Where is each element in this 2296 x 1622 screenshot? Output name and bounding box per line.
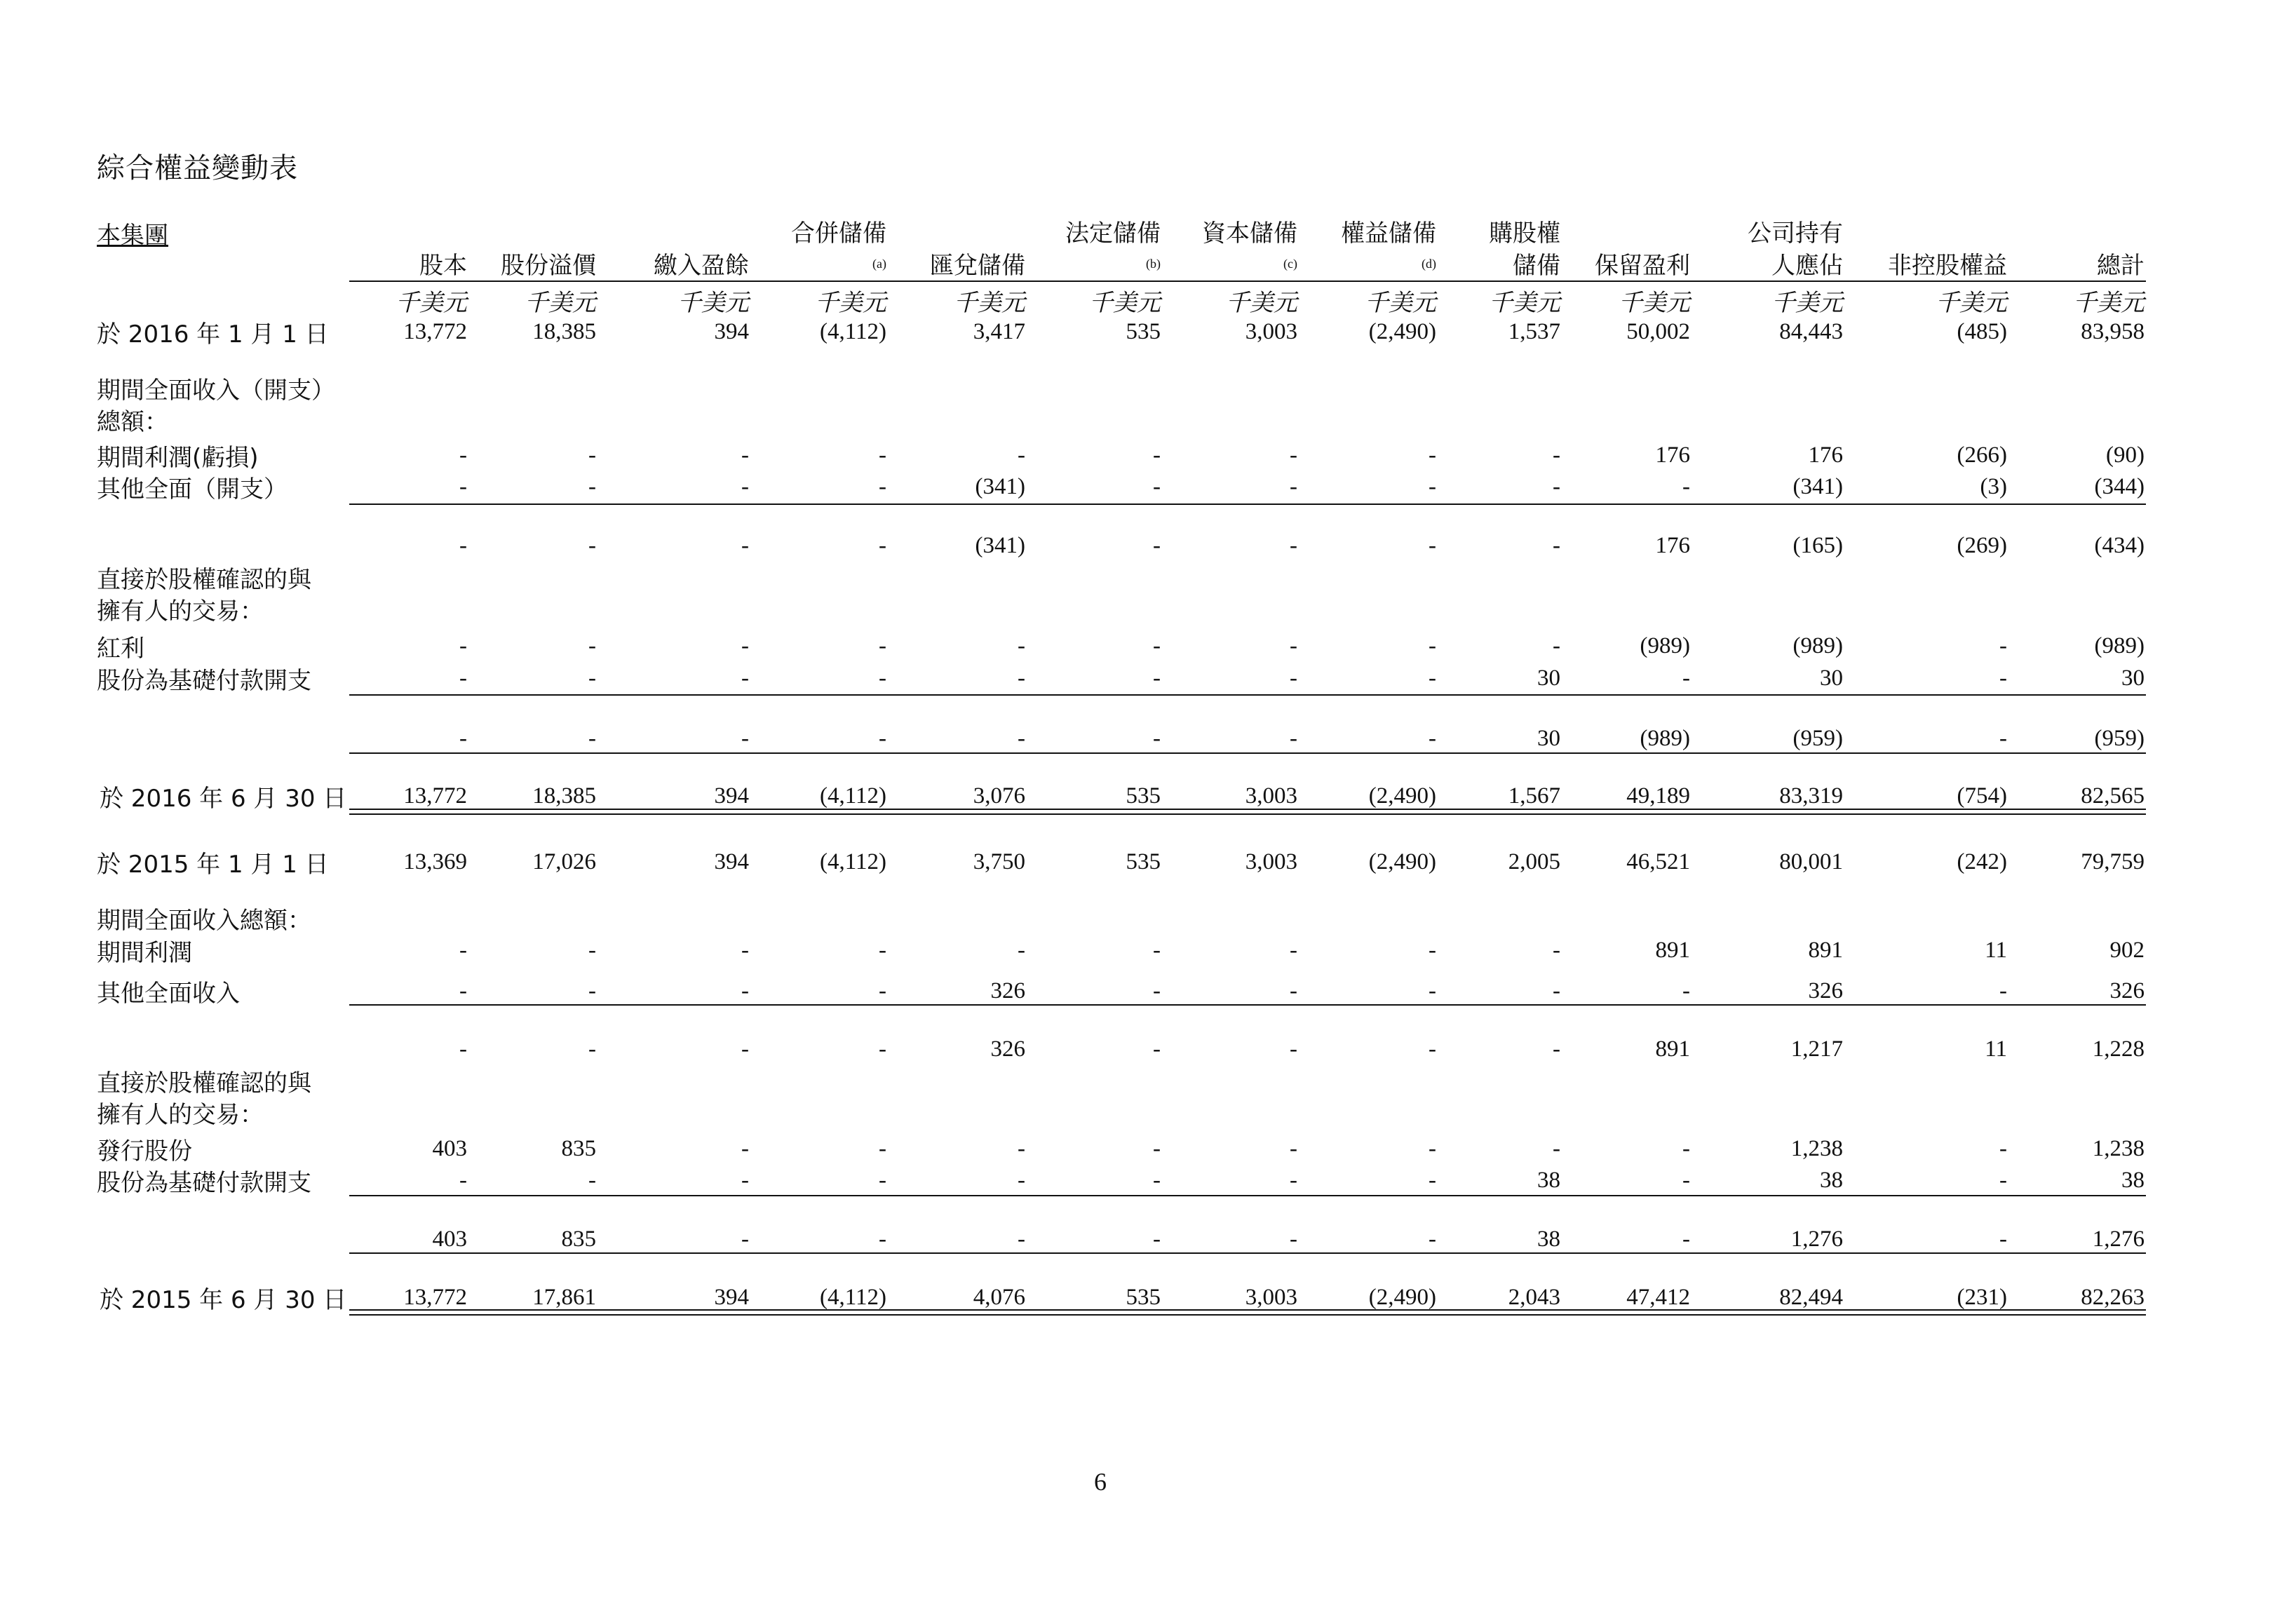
column-header: 非控股權益 — [1888, 252, 2007, 280]
table-cell: - — [1682, 1136, 1690, 1161]
table-cell: - — [1290, 726, 1297, 751]
table-cell: 902 — [2109, 938, 2145, 963]
table-cell: - — [588, 665, 596, 691]
table-cell: - — [741, 442, 749, 468]
table-cell: - — [741, 726, 749, 751]
table-cell: - — [1290, 533, 1297, 558]
table-cell: 3,003 — [1245, 319, 1297, 344]
table-cell: - — [1153, 533, 1161, 558]
table-cell: - — [1999, 633, 2007, 658]
table-cell: - — [1290, 633, 1297, 658]
table-rule — [349, 1309, 2146, 1311]
table-cell: - — [1018, 726, 1025, 751]
table-cell: - — [741, 1168, 749, 1193]
table-cell: 891 — [1808, 938, 1843, 963]
table-cell: - — [741, 474, 749, 499]
table-rule — [349, 752, 2146, 754]
table-rule — [349, 1004, 2146, 1006]
row-label: 於 2016 年 6 月 30 日 — [100, 785, 347, 813]
table-cell: 835 — [561, 1226, 596, 1252]
table-cell: - — [1018, 1168, 1025, 1193]
table-cell: - — [879, 533, 886, 558]
row-label: 股份為基礎付款開支 — [97, 1169, 311, 1197]
table-cell: (341) — [975, 474, 1025, 499]
table-cell: - — [879, 1168, 886, 1193]
table-cell: (4,112) — [819, 1285, 886, 1310]
table-cell: - — [1999, 726, 2007, 751]
table-cell: 3,750 — [973, 849, 1025, 874]
table-cell: - — [1553, 1036, 1560, 1062]
column-unit: 千美元 — [954, 290, 1025, 316]
table-cell: - — [1153, 1226, 1161, 1252]
column-note: (d) — [1422, 257, 1436, 271]
row-label: 期間全面收入（開支） — [97, 377, 335, 405]
table-cell: 80,001 — [1779, 849, 1843, 874]
table-cell: - — [879, 474, 886, 499]
table-cell: - — [459, 938, 467, 963]
table-cell: 83,958 — [2081, 319, 2145, 344]
table-cell: 326 — [1808, 978, 1843, 1003]
row-label: 其他全面收入 — [97, 980, 240, 1008]
column-note: (a) — [872, 257, 886, 271]
table-cell: - — [1290, 474, 1297, 499]
table-cell: - — [1553, 1136, 1560, 1161]
table-cell: - — [1153, 665, 1161, 691]
column-unit: 千美元 — [2073, 290, 2145, 316]
table-cell: 1,276 — [1790, 1226, 1843, 1252]
table-cell: 326 — [990, 978, 1025, 1003]
column-unit: 千美元 — [1771, 290, 1843, 316]
table-cell: - — [1429, 1226, 1436, 1252]
table-cell: (269) — [1957, 533, 2007, 558]
table-cell: 2,043 — [1508, 1285, 1560, 1310]
row-label: 期間全面收入總額： — [97, 907, 311, 935]
table-cell: (266) — [1957, 442, 2007, 468]
table-cell: 535 — [1126, 849, 1161, 874]
table-cell: 1,276 — [2092, 1226, 2145, 1252]
table-cell: 535 — [1126, 783, 1161, 809]
table-cell: - — [1429, 633, 1436, 658]
table-cell: 11 — [1985, 1036, 2007, 1062]
table-cell: - — [1682, 1226, 1690, 1252]
column-unit: 千美元 — [1226, 290, 1297, 316]
table-cell: - — [1553, 533, 1560, 558]
table-cell: (344) — [2094, 474, 2145, 499]
table-cell: 13,772 — [403, 1285, 467, 1310]
table-cell: - — [741, 938, 749, 963]
table-cell: - — [1553, 938, 1560, 963]
table-cell: - — [741, 1226, 749, 1252]
table-cell: - — [1429, 726, 1436, 751]
table-cell: 176 — [1808, 442, 1843, 468]
table-cell: 1,238 — [1790, 1136, 1843, 1161]
table-cell: - — [588, 474, 596, 499]
table-cell: 38 — [2121, 1168, 2145, 1193]
column-header: 儲備 — [1513, 252, 1560, 280]
table-cell: - — [1290, 978, 1297, 1003]
table-cell: - — [459, 474, 467, 499]
table-cell: 13,772 — [403, 783, 467, 809]
table-cell: - — [1290, 1168, 1297, 1193]
column-header: 合併儲備 — [791, 219, 886, 248]
table-cell: 4,076 — [973, 1285, 1025, 1310]
table-cell: 326 — [2109, 978, 2145, 1003]
column-header: 股份溢價 — [501, 252, 596, 280]
table-cell: 13,772 — [403, 319, 467, 344]
table-cell: 50,002 — [1626, 319, 1690, 344]
table-cell: - — [741, 633, 749, 658]
table-cell: 38 — [1537, 1168, 1560, 1193]
table-cell: 1,567 — [1508, 783, 1560, 809]
table-cell: (3) — [1980, 474, 2007, 499]
column-header: 股本 — [419, 252, 467, 280]
table-cell: - — [1290, 938, 1297, 963]
table-cell: - — [1553, 442, 1560, 468]
table-cell: - — [1153, 978, 1161, 1003]
table-cell: (485) — [1957, 319, 2007, 344]
table-cell: 11 — [1985, 938, 2007, 963]
table-cell: - — [741, 978, 749, 1003]
column-header: 權益儲備 — [1341, 219, 1436, 248]
column-header: 人應佔 — [1771, 252, 1843, 280]
table-cell: 18,385 — [532, 783, 596, 809]
table-cell: - — [1429, 978, 1436, 1003]
table-cell: - — [879, 665, 886, 691]
table-cell: 403 — [432, 1136, 467, 1161]
table-cell: (959) — [2094, 726, 2145, 751]
table-cell: 394 — [714, 1285, 749, 1310]
table-rule — [349, 281, 2146, 282]
table-cell: 394 — [714, 849, 749, 874]
table-cell: (4,112) — [819, 849, 886, 874]
table-cell: - — [1018, 1136, 1025, 1161]
table-cell: (2,490) — [1368, 1285, 1436, 1310]
table-cell: - — [741, 665, 749, 691]
table-cell: 30 — [2121, 665, 2145, 691]
table-cell: - — [741, 1036, 749, 1062]
table-cell: 46,521 — [1626, 849, 1690, 874]
table-cell: - — [1018, 665, 1025, 691]
column-unit: 千美元 — [1936, 290, 2007, 316]
table-cell: 30 — [1820, 665, 1843, 691]
column-header: 資本儲備 — [1202, 219, 1297, 248]
column-header: 保留盈利 — [1595, 252, 1690, 280]
table-cell: - — [588, 1036, 596, 1062]
table-cell: 18,385 — [532, 319, 596, 344]
table-cell: - — [1153, 938, 1161, 963]
table-cell: - — [879, 1226, 886, 1252]
table-cell: 176 — [1655, 442, 1690, 468]
table-cell: - — [879, 1136, 886, 1161]
table-cell: (242) — [1957, 849, 2007, 874]
table-cell: - — [1429, 1136, 1436, 1161]
table-cell: - — [1999, 978, 2007, 1003]
column-unit: 千美元 — [1365, 290, 1436, 316]
column-unit: 千美元 — [396, 290, 467, 316]
row-label: 總額： — [97, 408, 168, 436]
table-cell: - — [1290, 665, 1297, 691]
table-cell: - — [588, 442, 596, 468]
row-label: 於 2016 年 1 月 1 日 — [97, 320, 329, 349]
table-cell: 1,228 — [2092, 1036, 2145, 1062]
table-cell: - — [879, 726, 886, 751]
row-label: 直接於股權確認的與 — [97, 566, 311, 594]
table-cell: 30 — [1537, 665, 1560, 691]
table-cell: 82,565 — [2081, 783, 2145, 809]
table-rule — [349, 694, 2146, 696]
table-cell: - — [1553, 474, 1560, 499]
table-cell: - — [1018, 442, 1025, 468]
table-cell: 176 — [1655, 533, 1690, 558]
table-cell: (231) — [1957, 1285, 2007, 1310]
table-cell: (341) — [975, 533, 1025, 558]
column-unit: 千美元 — [1089, 290, 1161, 316]
table-cell: (989) — [1640, 726, 1690, 751]
table-cell: 326 — [990, 1036, 1025, 1062]
table-cell: - — [459, 633, 467, 658]
table-cell: - — [459, 978, 467, 1003]
table-cell: - — [1429, 1036, 1436, 1062]
table-rule — [349, 809, 2146, 810]
column-header: 法定儲備 — [1065, 219, 1161, 248]
table-cell: 3,003 — [1245, 1285, 1297, 1310]
table-cell: 82,263 — [2081, 1285, 2145, 1310]
column-header: 繳入盈餘 — [654, 252, 749, 280]
column-header: 總計 — [2097, 252, 2145, 280]
table-cell: (989) — [2094, 633, 2145, 658]
group-label: 本集團 — [97, 222, 168, 250]
table-cell: 38 — [1537, 1226, 1560, 1252]
column-unit: 千美元 — [815, 290, 886, 316]
table-cell: - — [1999, 665, 2007, 691]
table-cell: - — [879, 938, 886, 963]
table-cell: 835 — [561, 1136, 596, 1161]
table-cell: 17,861 — [532, 1285, 596, 1310]
table-cell: 38 — [1820, 1168, 1843, 1193]
table-cell: (989) — [1640, 633, 1690, 658]
table-cell: - — [1290, 1136, 1297, 1161]
table-cell: - — [1153, 1136, 1161, 1161]
table-cell: 1,217 — [1790, 1036, 1843, 1062]
table-cell: (2,490) — [1368, 783, 1436, 809]
table-cell: - — [1553, 633, 1560, 658]
table-rule — [349, 1252, 2146, 1254]
column-unit: 千美元 — [525, 290, 596, 316]
table-cell: (4,112) — [819, 783, 886, 809]
table-cell: 1,238 — [2092, 1136, 2145, 1161]
table-cell: - — [1553, 978, 1560, 1003]
row-label: 期間利潤 — [97, 939, 192, 967]
table-cell: - — [1999, 1168, 2007, 1193]
table-cell: - — [1290, 1226, 1297, 1252]
table-cell: - — [588, 1168, 596, 1193]
table-cell: - — [1429, 442, 1436, 468]
table-cell: 1,537 — [1508, 319, 1560, 344]
row-label: 其他全面（開支） — [97, 475, 288, 504]
row-label: 擁有人的交易： — [97, 1101, 264, 1129]
table-rule — [349, 813, 2146, 815]
table-cell: - — [588, 533, 596, 558]
table-cell: - — [1682, 474, 1690, 499]
table-cell: (341) — [1792, 474, 1843, 499]
table-cell: - — [1682, 665, 1690, 691]
table-rule — [349, 1195, 2146, 1196]
column-header: 匯兌儲備 — [930, 252, 1025, 280]
table-rule — [349, 1314, 2146, 1316]
row-label: 擁有人的交易： — [97, 597, 264, 626]
table-cell: 30 — [1537, 726, 1560, 751]
table-cell: - — [1682, 1168, 1690, 1193]
row-label: 發行股份 — [97, 1137, 192, 1165]
table-cell: - — [459, 665, 467, 691]
table-cell: - — [1018, 633, 1025, 658]
table-cell: (90) — [2106, 442, 2145, 468]
row-label: 紅利 — [97, 635, 144, 663]
table-cell: 891 — [1655, 938, 1690, 963]
table-cell: 82,494 — [1779, 1285, 1843, 1310]
table-cell: (165) — [1792, 533, 1843, 558]
statement-title: 綜合權益變動表 — [97, 152, 298, 184]
table-cell: - — [588, 633, 596, 658]
table-rule — [349, 504, 2146, 505]
table-cell: 49,189 — [1626, 783, 1690, 809]
page-number: 6 — [1094, 1468, 1107, 1496]
table-cell: - — [459, 1036, 467, 1062]
column-header: 公司持有 — [1748, 219, 1843, 248]
table-cell: - — [879, 1036, 886, 1062]
table-cell: - — [1153, 474, 1161, 499]
table-cell: - — [1153, 726, 1161, 751]
table-cell: 535 — [1126, 1285, 1161, 1310]
table-cell: - — [1999, 1226, 2007, 1252]
table-cell: - — [459, 442, 467, 468]
table-cell: - — [459, 533, 467, 558]
table-cell: 3,417 — [973, 319, 1025, 344]
table-cell: - — [1429, 533, 1436, 558]
table-cell: - — [1153, 1168, 1161, 1193]
table-cell: - — [879, 442, 886, 468]
table-cell: 3,003 — [1245, 783, 1297, 809]
table-cell: 3,076 — [973, 783, 1025, 809]
table-cell: - — [879, 978, 886, 1003]
table-cell: - — [1429, 1168, 1436, 1193]
column-header: 購股權 — [1489, 219, 1560, 248]
table-cell: 47,412 — [1626, 1285, 1690, 1310]
table-cell: - — [1153, 442, 1161, 468]
table-cell: - — [459, 1168, 467, 1193]
table-cell: 394 — [714, 319, 749, 344]
table-cell: 13,369 — [403, 849, 467, 874]
table-cell: (989) — [1792, 633, 1843, 658]
table-cell: - — [1153, 1036, 1161, 1062]
table-cell: 84,443 — [1779, 319, 1843, 344]
table-cell: - — [588, 726, 596, 751]
column-note: (b) — [1146, 257, 1161, 271]
table-cell: 83,319 — [1779, 783, 1843, 809]
table-cell: - — [459, 726, 467, 751]
table-cell: - — [1682, 978, 1690, 1003]
table-cell: (2,490) — [1368, 849, 1436, 874]
table-cell: (2,490) — [1368, 319, 1436, 344]
table-cell: - — [588, 978, 596, 1003]
table-cell: 2,005 — [1508, 849, 1560, 874]
table-cell: 403 — [432, 1226, 467, 1252]
row-label: 直接於股權確認的與 — [97, 1069, 311, 1097]
row-label: 期間利潤(虧損) — [97, 444, 259, 472]
column-note: (c) — [1283, 257, 1297, 271]
table-cell: - — [741, 1136, 749, 1161]
table-cell: 394 — [714, 783, 749, 809]
column-unit: 千美元 — [1619, 290, 1690, 316]
table-cell: 535 — [1126, 319, 1161, 344]
table-cell: (959) — [1792, 726, 1843, 751]
table-cell: - — [1429, 474, 1436, 499]
table-cell: 17,026 — [532, 849, 596, 874]
table-cell: - — [1290, 442, 1297, 468]
table-cell: - — [1429, 938, 1436, 963]
table-cell: - — [1999, 1136, 2007, 1161]
table-cell: - — [1290, 1036, 1297, 1062]
table-cell: 3,003 — [1245, 849, 1297, 874]
table-cell: - — [1018, 1226, 1025, 1252]
table-cell: - — [1429, 665, 1436, 691]
table-cell: - — [1018, 938, 1025, 963]
row-label: 於 2015 年 6 月 30 日 — [100, 1286, 347, 1314]
table-cell: (4,112) — [819, 319, 886, 344]
table-cell: (754) — [1957, 783, 2007, 809]
table-cell: - — [879, 633, 886, 658]
table-cell: 79,759 — [2081, 849, 2145, 874]
table-cell: - — [588, 938, 596, 963]
column-unit: 千美元 — [677, 290, 749, 316]
table-cell: - — [1153, 633, 1161, 658]
table-cell: 891 — [1655, 1036, 1690, 1062]
row-label: 於 2015 年 1 月 1 日 — [97, 851, 329, 879]
row-label: 股份為基礎付款開支 — [97, 667, 311, 695]
table-cell: - — [741, 533, 749, 558]
column-unit: 千美元 — [1489, 290, 1560, 316]
table-cell: (434) — [2094, 533, 2145, 558]
